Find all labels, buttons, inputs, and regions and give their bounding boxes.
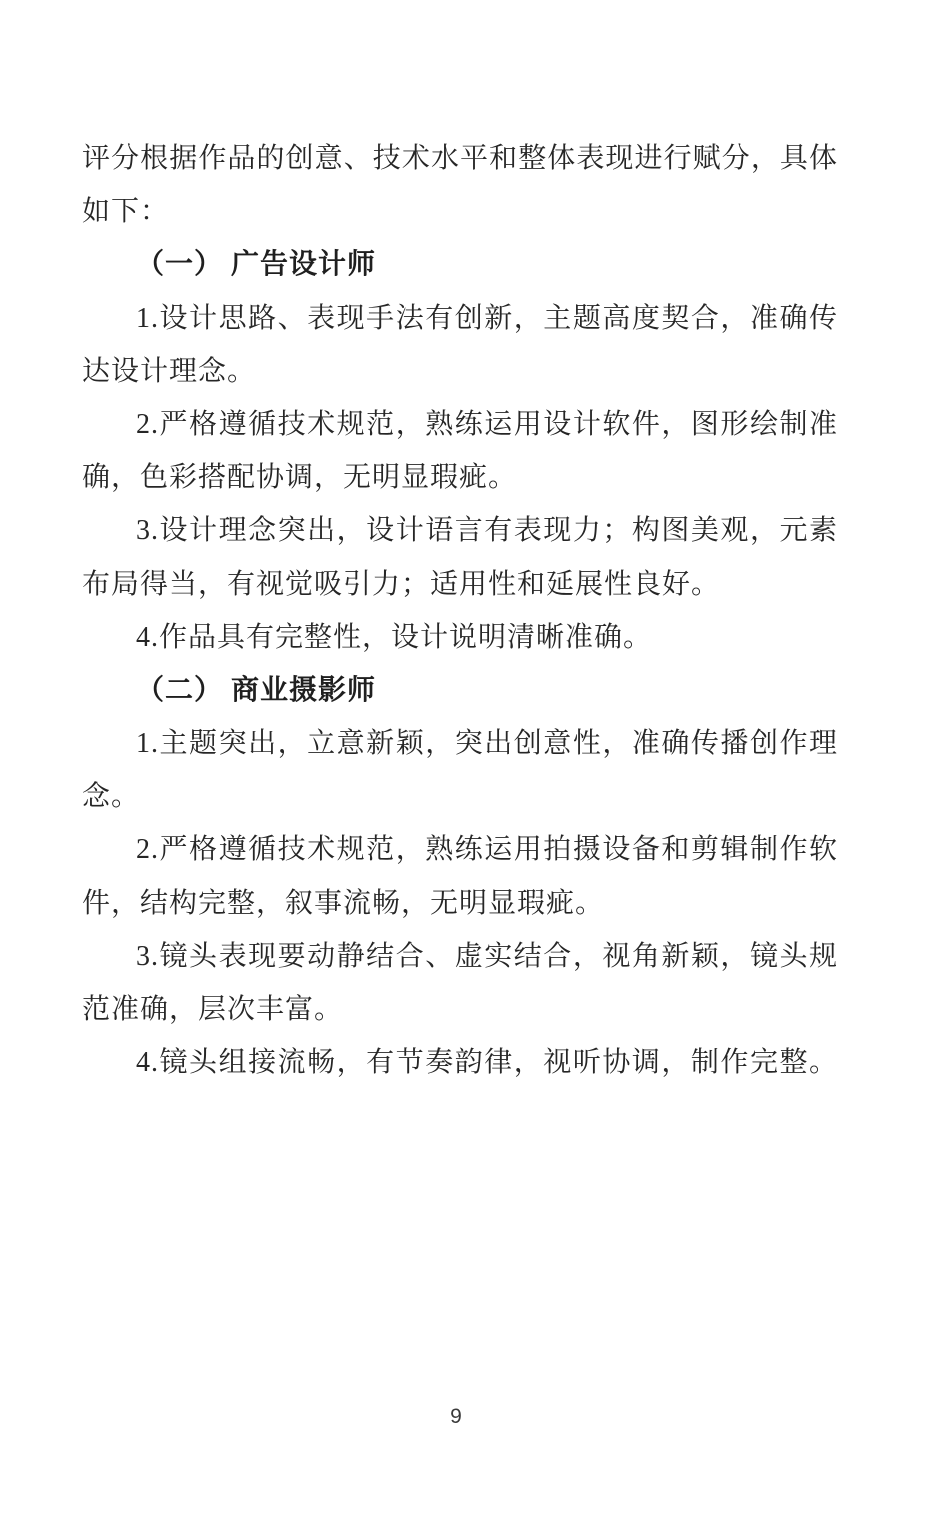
text-line: 布局得当，有视觉吸引力；适用性和延展性良好。 [82,568,721,600]
text-line: 2.严格遵循技术规范，熟练运用拍摄设备和剪辑制作软 [136,834,838,866]
text-line: 念。 [82,781,141,813]
text-line: 1.主题突出，立意新颖，突出创意性，准确传播创作理 [136,728,838,760]
text-line: 范准确，层次丰富。 [82,994,344,1025]
text-line: 评分根据作品的创意、技术水平和整体表现进行赋分，具体 [82,143,838,174]
text-line: 确，色彩搭配协调，无明显瑕疵。 [82,462,518,494]
page-number: 9 [450,1405,462,1428]
document-text-block [82,132,838,1089]
text-line: 3.设计理念突出，设计语言有表现力；构图美观，元素 [136,515,838,547]
text-line: 1.设计思路、表现手法有创新，主题高度契合，准确传 [136,302,838,334]
text-line: 3.镜头表现要动静结合、虚实结合，视角新颖，镜头规 [136,940,838,972]
text-line: 4.作品具有完整性，设计说明清晰准确。 [136,621,653,653]
text-line: 达设计理念。 [82,355,257,387]
text-line: 件，结构完整，叙事流畅，无明显瑕疵。 [82,887,605,919]
text-line: 如下： [82,196,170,228]
section-heading-2: （二） 商业摄影师 [136,674,377,706]
section-heading-1: （一） 广告设计师 [136,249,377,281]
text-line: 4.镜头组接流畅，有节奏韵律，视听协调，制作完整。 [136,1047,838,1079]
text-line: 2.严格遵循技术规范，熟练运用设计软件，图形绘制准 [136,408,838,440]
